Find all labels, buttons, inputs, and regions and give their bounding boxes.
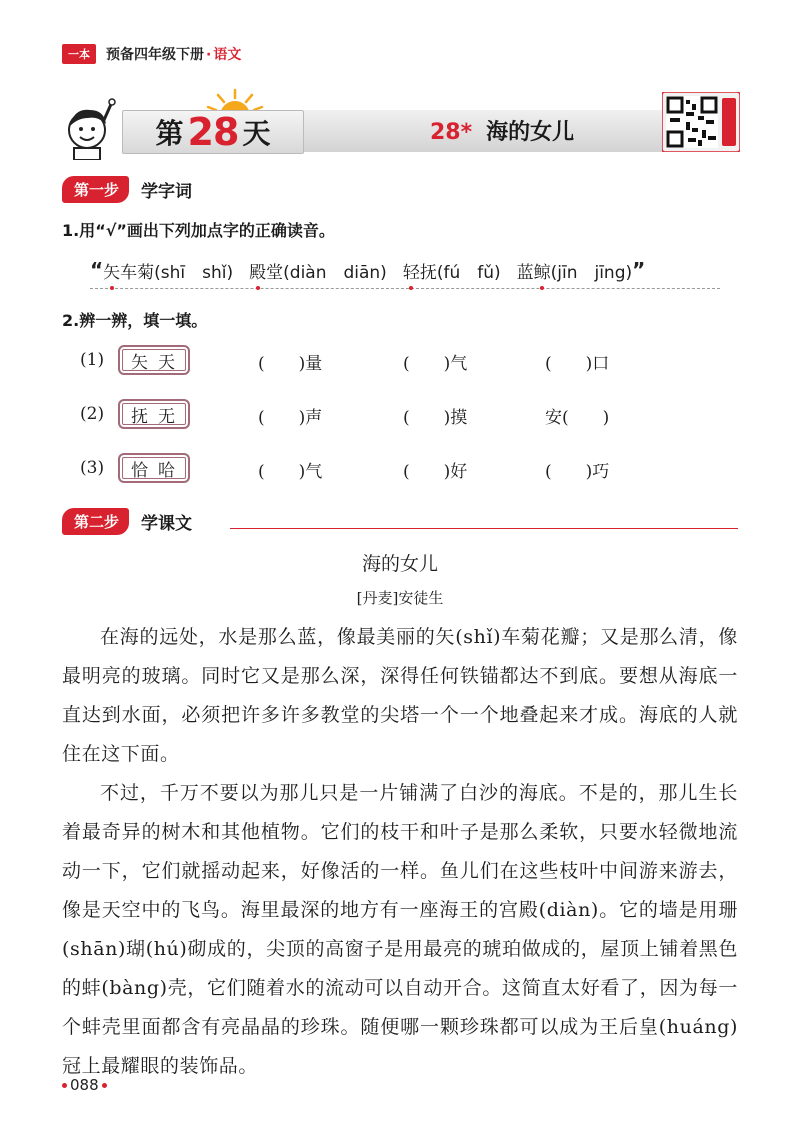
- step-one-header: [62, 176, 192, 203]
- pinyin-item: 矢 车菊 (shī shǐ): [103, 258, 233, 283]
- pinyin-options[interactable]: (diàn diān): [283, 262, 387, 283]
- running-header: [62, 42, 241, 66]
- page-number: 088: [62, 1076, 107, 1094]
- pinyin-item: 蓝 鲸 (jīn jīng): [517, 258, 633, 283]
- question-two-title: 2.辨一辨，填一填。: [62, 311, 208, 330]
- close-quote: ”: [632, 258, 646, 282]
- char-pair-box: 矢天: [118, 345, 190, 375]
- fill-blank[interactable]: ( )声: [258, 408, 323, 428]
- char-pair-box: 抚无: [118, 399, 190, 429]
- dotted-char: 鲸: [534, 258, 551, 283]
- fill-blank[interactable]: ( )量: [258, 354, 323, 374]
- fill-row: (1) 矢天: [80, 340, 190, 380]
- step-two-header: [62, 508, 192, 535]
- pinyin-options[interactable]: (shī shǐ): [154, 262, 234, 283]
- day-number: 28: [187, 110, 239, 154]
- article-author: [丹麦]安徒生: [356, 589, 444, 607]
- day-banner: [60, 92, 720, 164]
- fill-blank[interactable]: ( )巧: [545, 462, 610, 482]
- fill-blank[interactable]: ( )口: [545, 354, 610, 374]
- pinyin-item: 殿 堂 (diàn diān): [249, 258, 387, 283]
- step-two-badge: 第二步: [62, 508, 129, 535]
- article-title: 海的女儿: [361, 553, 438, 575]
- dot-icon: [102, 1083, 107, 1088]
- article-paragraph: 在海的远处，水是那么蓝，像最美丽的矢(shǐ)车菊花瓣；又是那么清，像最明亮的玻璃。同时它又是那么深，深得任何铁锚都达不到底。要想从海底一直达到水面，必须把许多许多教堂的尖塔一个一个地叠起来才成。海底的人就住在这下面。: [62, 626, 738, 765]
- boy-mascot-icon: [60, 98, 120, 160]
- question-one-title: 1.用“√”画出下列加点字的正确读音。: [62, 221, 335, 240]
- article-paragraph: 不过，千万不要以为那儿只是一片铺满了白沙的海底。不是的，那儿生长着最奇异的树木和其他植物。它们的枝干和叶子是那么柔软，只要水轻微地流动一下，它们就摇动起来，好像活的一样。鱼儿们在这些枝叶中间游来游去，像是天空中的飞鸟。海里最深的地方有一座海王的宫殿(diàn)。它的墙是用珊(shān)瑚(hú)砌成的，尖顶的高窗子是用最亮的琥珀做成的，屋顶上铺着黑色的蚌(bàng)壳，它们随着水的流动可以自动开合。这简直太好看了，因为每一个蚌壳里面都含有亮晶晶的珍珠。随便哪一颗珍珠都可以成为王后皇(huáng)冠上最耀眼的装饰品。: [62, 782, 738, 1077]
- qr-code-icon[interactable]: [662, 92, 740, 152]
- divider: [230, 528, 738, 529]
- fill-row: (3) 恰哈: [80, 448, 190, 488]
- step-one-badge: 第一步: [62, 176, 129, 203]
- step-two-name: 学课文: [141, 514, 193, 534]
- fill-blank[interactable]: ( )气: [258, 462, 323, 482]
- fill-blank[interactable]: ( )摸: [403, 408, 468, 428]
- brand-logo: 一本: [62, 44, 96, 64]
- step-one-name: 学字词: [141, 182, 193, 202]
- fill-blank[interactable]: ( )好: [403, 462, 468, 482]
- fill-row: (2) 抚无: [80, 394, 190, 434]
- dotted-char: 轻: [403, 258, 420, 283]
- pinyin-row: [90, 252, 720, 289]
- pinyin-options[interactable]: (fú fǔ): [436, 262, 501, 283]
- lesson-title: 28* 海的女儿: [430, 120, 575, 145]
- char-pair-box: 恰哈: [118, 453, 190, 483]
- dot-icon: [62, 1083, 67, 1088]
- pinyin-options[interactable]: (jīn jīng): [550, 262, 633, 283]
- dotted-char: 矢: [103, 258, 120, 283]
- fill-blank[interactable]: ( )气: [403, 354, 468, 374]
- book-title: 预备四年级下册 · 语文: [106, 47, 242, 63]
- open-quote: “: [90, 258, 104, 282]
- pinyin-item: 轻 抚 (fú fǔ): [403, 258, 501, 283]
- fill-blank[interactable]: 安( ): [545, 408, 610, 428]
- dotted-char: 殿: [249, 258, 266, 283]
- day-label: 第 28 天: [122, 110, 304, 154]
